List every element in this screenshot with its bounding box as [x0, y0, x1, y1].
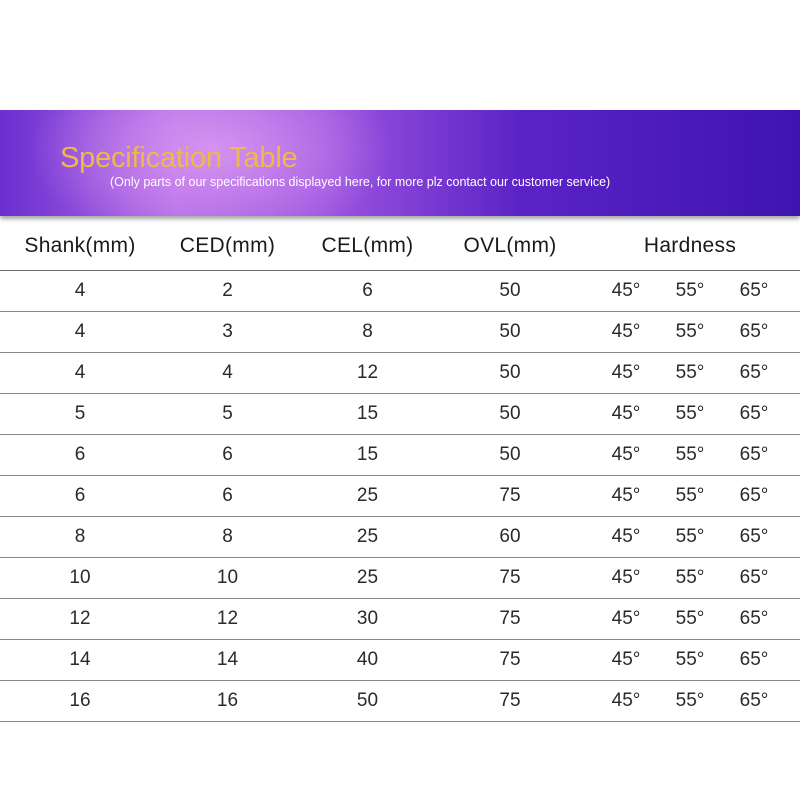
ced-cell: 5: [222, 403, 233, 424]
ovl-cell: 75: [499, 485, 521, 506]
header-cel: CEL(mm): [321, 234, 414, 257]
table-body: [0, 271, 800, 722]
cel-cell: 25: [356, 567, 379, 588]
ced-cell: 8: [222, 526, 233, 547]
hardness-value: 45°: [611, 608, 641, 629]
shank-cell: 5: [74, 403, 86, 424]
header-shank: Shank(mm): [24, 234, 136, 257]
shank-cell: 14: [69, 649, 91, 670]
hardness-value: 45°: [611, 362, 641, 383]
hardness-value: 55°: [675, 280, 705, 301]
cel-cell: 15: [356, 444, 379, 465]
cel-cell: 30: [356, 608, 379, 629]
hardness-cell: [580, 435, 800, 476]
header-ovl: OVL(mm): [463, 234, 557, 257]
hardness-cell: [580, 558, 800, 599]
ovl-cell: 50: [499, 444, 521, 465]
ovl-cell: 50: [499, 362, 521, 383]
ced-cell: 3: [222, 321, 233, 342]
shank-cell: 8: [74, 526, 86, 547]
table-row: [0, 681, 800, 722]
hardness-cell: [580, 312, 800, 353]
ced-cell: 2: [222, 280, 233, 301]
hardness-cell: [580, 476, 800, 517]
ced-cell: 4: [222, 362, 233, 383]
table-row: [0, 476, 800, 517]
hardness-value: 65°: [739, 608, 769, 629]
ced-cell: 6: [222, 444, 233, 465]
shank-cell: 4: [74, 280, 86, 301]
hardness-value: 65°: [739, 567, 769, 588]
ovl-cell: 75: [499, 567, 521, 588]
ovl-cell: 50: [499, 321, 521, 342]
hardness-value: 55°: [675, 649, 705, 670]
shank-cell: 4: [74, 321, 86, 342]
hardness-value: 55°: [675, 690, 705, 711]
ovl-cell: 75: [499, 649, 521, 670]
ovl-cell: 75: [499, 608, 521, 629]
hardness-value: 45°: [611, 649, 641, 670]
ced-cell: 10: [216, 567, 239, 588]
hardness-value: 55°: [675, 485, 705, 506]
cel-cell: 50: [356, 690, 379, 711]
hardness-value: 45°: [611, 321, 641, 342]
header-hardness: Hardness: [643, 234, 737, 257]
table-row: [0, 435, 800, 476]
hardness-value: 65°: [739, 321, 769, 342]
hardness-value: 65°: [739, 649, 769, 670]
table-header-row: [0, 222, 800, 271]
cel-cell: 25: [356, 485, 379, 506]
table-row: [0, 640, 800, 681]
specification-banner: [0, 110, 800, 216]
hardness-value: 55°: [675, 362, 705, 383]
hardness-value: 55°: [675, 444, 705, 465]
shank-cell: 6: [74, 444, 86, 465]
table-row: [0, 558, 800, 599]
hardness-value: 45°: [611, 444, 641, 465]
table-row: [0, 271, 800, 312]
ovl-cell: 75: [499, 690, 521, 711]
hardness-cell: [580, 394, 800, 435]
hardness-cell: [580, 640, 800, 681]
table-row: [0, 394, 800, 435]
hardness-cell: [580, 271, 800, 312]
cel-cell: 15: [356, 403, 379, 424]
ced-cell: 16: [216, 690, 239, 711]
hardness-value: 65°: [739, 403, 769, 424]
shank-cell: 10: [69, 567, 91, 588]
hardness-value: 65°: [739, 690, 769, 711]
shank-cell: 6: [74, 485, 86, 506]
cel-cell: 25: [356, 526, 379, 547]
hardness-value: 55°: [675, 321, 705, 342]
hardness-value: 65°: [739, 485, 769, 506]
hardness-cell: [580, 599, 800, 640]
hardness-value: 65°: [739, 444, 769, 465]
hardness-value: 45°: [611, 526, 641, 547]
hardness-value: 45°: [611, 567, 641, 588]
hardness-cell: [580, 681, 800, 722]
ced-cell: 14: [216, 649, 239, 670]
hardness-value: 55°: [675, 403, 705, 424]
ovl-cell: 50: [499, 280, 521, 301]
hardness-value: 65°: [739, 526, 769, 547]
cel-cell: 6: [362, 280, 373, 301]
banner-title: Specification Table: [60, 142, 298, 174]
ced-cell: 6: [222, 485, 233, 506]
table-row: [0, 517, 800, 558]
ovl-cell: 60: [499, 526, 521, 547]
hardness-value: 45°: [611, 403, 641, 424]
hardness-value: 45°: [611, 280, 641, 301]
banner-subtitle: (Only parts of our specifications displayed here, for more plz contact our customer service): [110, 175, 611, 189]
cel-cell: 8: [362, 321, 373, 342]
hardness-value: 65°: [739, 362, 769, 383]
hardness-value: 55°: [675, 567, 705, 588]
hardness-cell: [580, 517, 800, 558]
shank-cell: 12: [69, 608, 91, 629]
ovl-cell: 50: [499, 403, 521, 424]
cel-cell: 40: [356, 649, 379, 670]
header-ced: CED(mm): [179, 234, 276, 257]
shank-cell: 16: [69, 690, 91, 711]
hardness-value: 45°: [611, 690, 641, 711]
shank-cell: 4: [74, 362, 86, 383]
table-row: [0, 312, 800, 353]
ced-cell: 12: [216, 608, 239, 629]
hardness-value: 65°: [739, 280, 769, 301]
cel-cell: 12: [356, 362, 379, 383]
hardness-value: 55°: [675, 526, 705, 547]
specification-table: [0, 222, 800, 722]
table-row: [0, 599, 800, 640]
table-row: [0, 353, 800, 394]
hardness-value: 55°: [675, 608, 705, 629]
hardness-cell: [580, 353, 800, 394]
hardness-value: 45°: [611, 485, 641, 506]
